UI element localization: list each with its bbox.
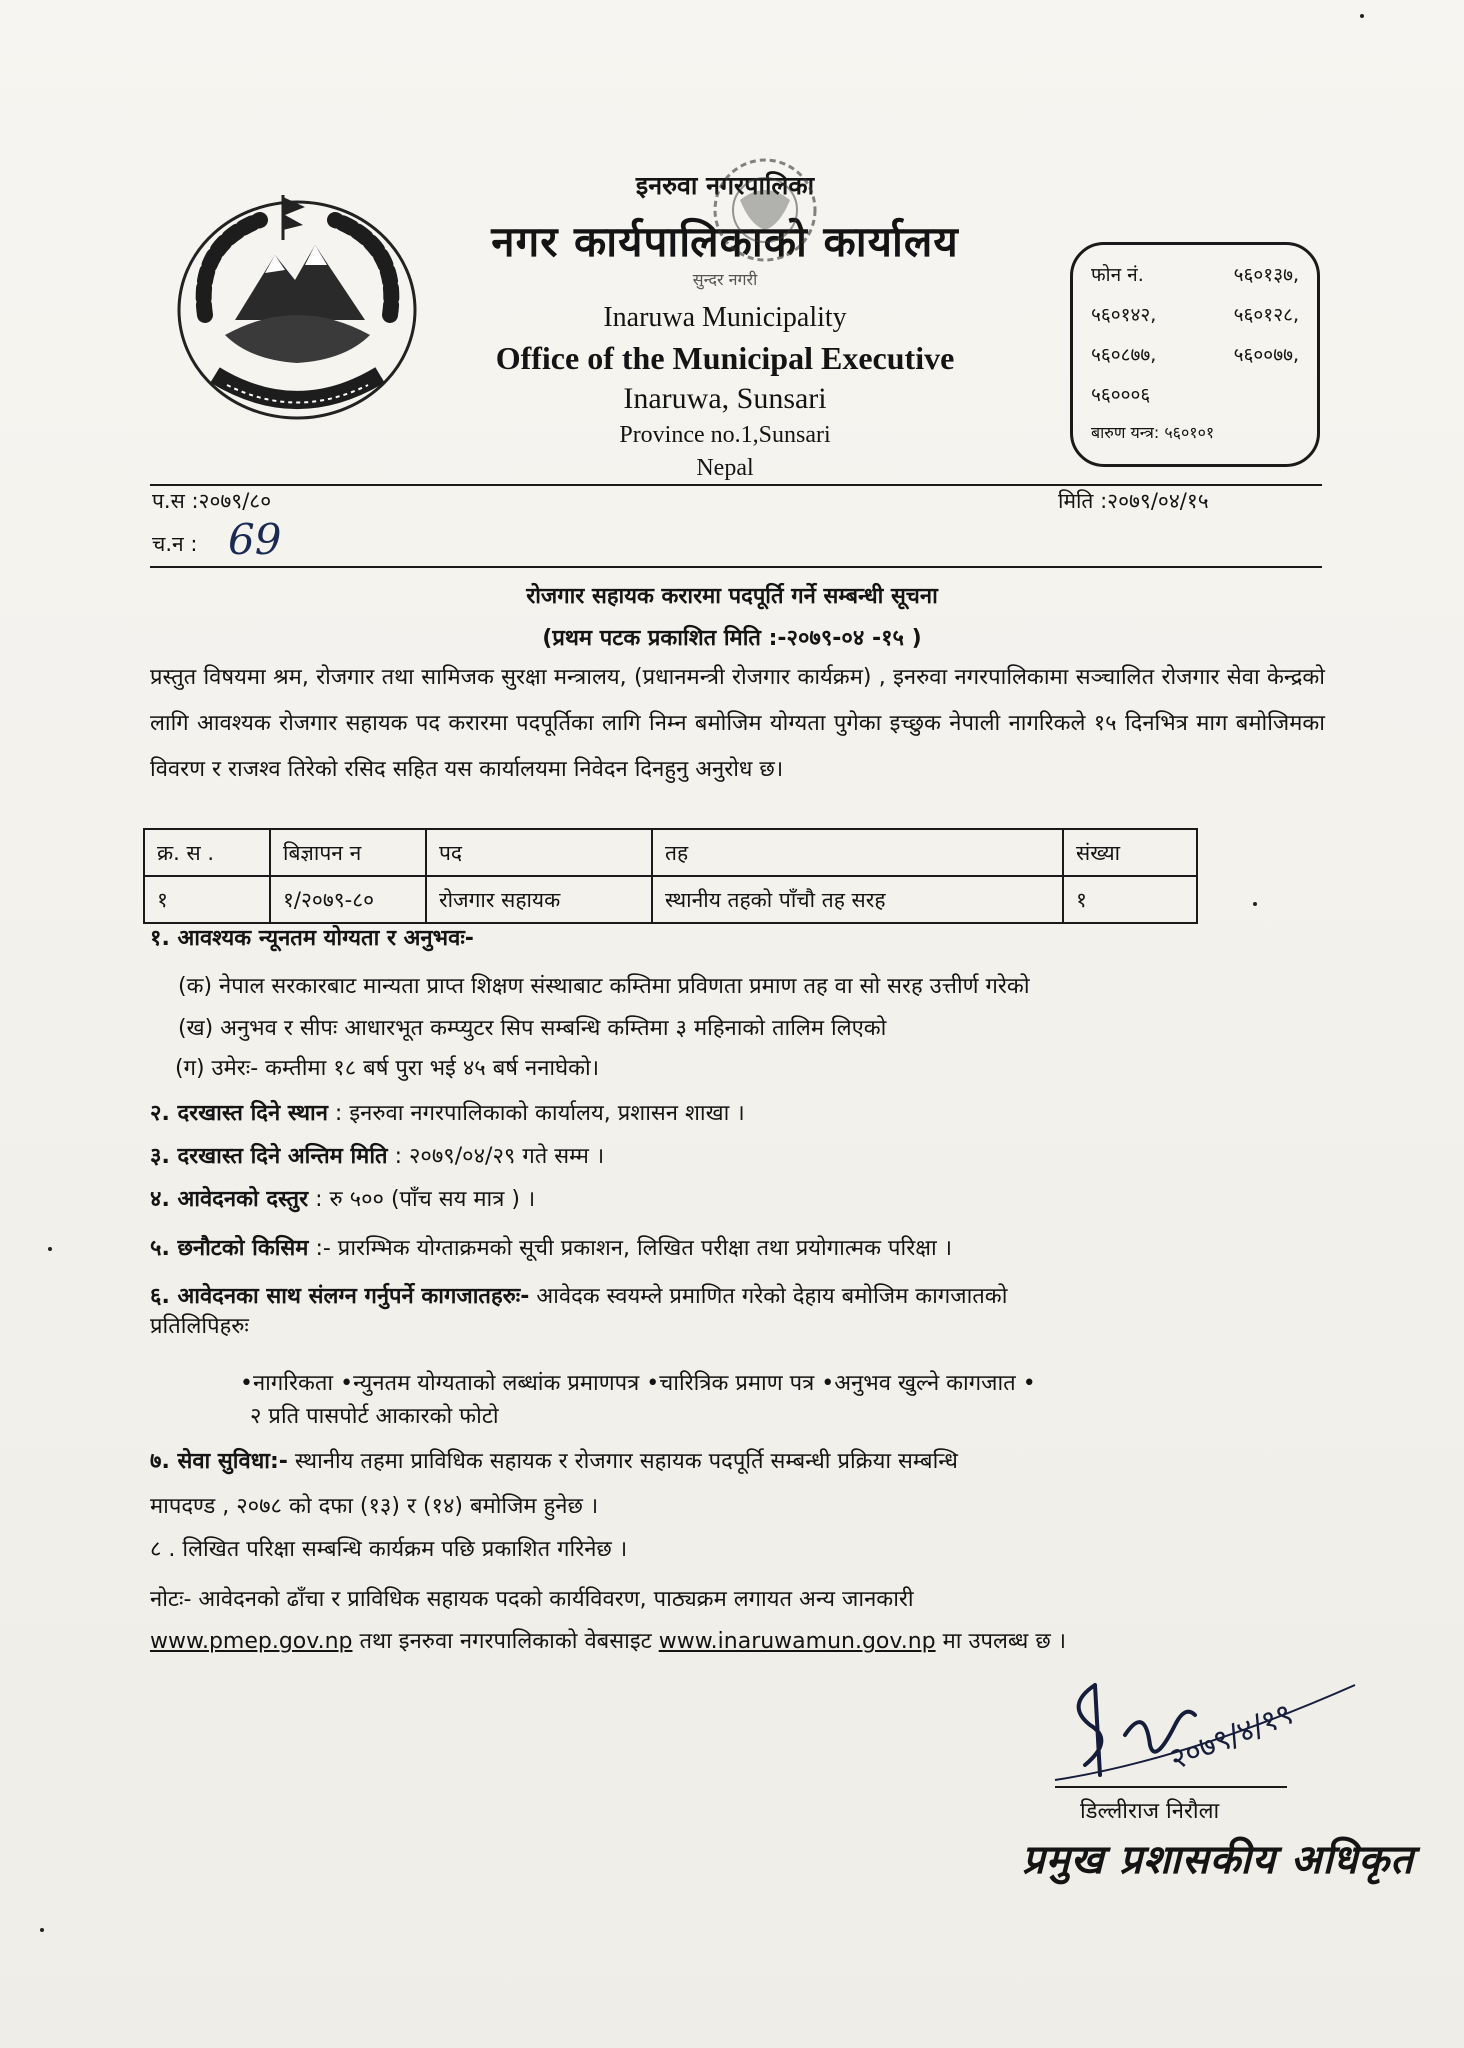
phone-number: ५६०००६	[1091, 384, 1151, 406]
phone-label: फोन नं.	[1091, 264, 1144, 286]
notice-subtitle: (प्रथम पटक प्रकाशित मिति :-२०७९-०४ -१५ )	[542, 626, 922, 651]
phone-number: ५६०१४२,	[1091, 304, 1157, 326]
section-6-text: आवेदक स्वयम्ले प्रमाणित गरेको देहाय बमोजिम कागजातको	[536, 1284, 1008, 1309]
vacancy-table	[143, 828, 1198, 924]
section-2	[150, 1097, 745, 1127]
table-cell: १/२०७९-८०	[270, 876, 426, 923]
section-4	[150, 1183, 535, 1213]
dispatch-number: 69	[228, 515, 282, 564]
fire-brigade-label: बारुण यन्त्र:	[1091, 423, 1160, 442]
scan-speck	[1360, 14, 1364, 18]
letter-date: मिति :२०७९/०४/१५	[1058, 489, 1209, 513]
section-3	[150, 1140, 604, 1170]
section-7-heading: ७. सेवा सुविधा:-	[150, 1449, 288, 1474]
country-name: Nepal	[696, 455, 754, 481]
table-header-row	[144, 829, 1197, 876]
signatory-designation: प्रमुख प्रशासकीय अधिकृत	[1022, 1837, 1414, 1883]
notice-title: रोजगार सहायक करारमा पदपूर्ति गर्ने सम्बन्धी सूचना	[526, 584, 938, 609]
section-4-heading: ४. आवेदनको दस्तुर	[150, 1187, 309, 1212]
section-6-heading: ६. आवेदनका साथ संलग्न गर्नुपर्ने कागजातहरुः-	[150, 1284, 530, 1309]
signatory-name: डिल्लीराज निरौला	[1080, 1799, 1220, 1824]
office-seal-icon	[670, 140, 870, 320]
section-3-text: : २०७९/०४/२९ गते सम्म ।	[394, 1144, 605, 1169]
section-6-text-2: प्रतिलिपिहरुः	[150, 1314, 249, 1339]
requirement-b: (ख) अनुभव र सीपः आधारभूत कम्प्युटर सिप सम्बन्धि कम्तिमा ३ महिनाको तालिम लिएको	[178, 1016, 887, 1041]
table-cell: १	[144, 876, 270, 923]
phone-number: ५६००७७,	[1233, 344, 1299, 366]
note-text: नोटः- आवेदनको ढाँचा र प्राविधिक सहायक पदको कार्यविवरण, पाठ्यक्रम लगायत अन्य जानकारी	[150, 1587, 914, 1612]
office-name-en: Office of the Municipal Executive	[495, 340, 955, 376]
reference-number: प.स :२०७९/८०	[152, 489, 272, 513]
table-cell: १	[1063, 876, 1197, 923]
section-5-text: :- प्रारम्भिक योग्ताक्रमको सूची प्रकाशन, लिखित परीक्षा तथा प्रयोगात्मक परिक्षा ।	[315, 1236, 953, 1261]
table-header: बिज्ञापन न	[270, 829, 426, 876]
header-rule-top	[150, 484, 1322, 486]
section-2-heading: २. दरखास्त दिने स्थान	[150, 1101, 328, 1126]
table-header: क्र. स .	[144, 829, 270, 876]
section-1-heading: १. आवश्यक न्यूनतम योग्यता र अनुभवः-	[150, 926, 474, 951]
handwritten-signature-icon	[1035, 1665, 1365, 1795]
section-6	[150, 1280, 1007, 1310]
svg-text:२०७९/४/१९: २०७९/४/१९	[1164, 1696, 1298, 1778]
table-row	[144, 876, 1197, 923]
motto-text: सुन्दर नगरी	[692, 270, 758, 289]
header-rule-bottom	[150, 566, 1322, 568]
table-header: तह	[652, 829, 1063, 876]
table-cell: स्थानीय तहको पाँचौ तह सरह	[652, 876, 1063, 923]
section-8: ८ . लिखित परिक्षा सम्बन्धि कार्यक्रम पछि प्रकाशित गरिनेछ ।	[150, 1537, 628, 1562]
section-3-heading: ३. दरखास्त दिने अन्तिम मिति	[150, 1144, 388, 1169]
municipality-name-np: इनरुवा नगरपालिका	[635, 171, 815, 200]
phone-numbers-box	[1070, 242, 1320, 467]
province-name: Province no.1,Sunsari	[619, 422, 831, 448]
table-header: पद	[426, 829, 652, 876]
office-name-np: नगर कार्यपालिकाको कार्यालय	[491, 217, 959, 266]
document-list-2: २ प्रति पासपोर्ट आकारको फोटो	[250, 1404, 499, 1429]
scan-speck	[48, 1247, 52, 1251]
pmep-link[interactable]: www.pmep.gov.np	[150, 1629, 353, 1654]
phone-number: ५६०८७७,	[1091, 344, 1157, 366]
phone-number: ५६०१२८,	[1233, 304, 1299, 326]
requirement-c: (ग) उमेरः- कम्तीमा १८ बर्ष पुरा भई ४५ बर्ष ननाघेको।	[175, 1056, 600, 1081]
section-4-text: : रु ५०० (पाँच सय मात्र ) ।	[315, 1187, 536, 1212]
section-7-text-2: मापदण्ड , २०७८ को दफा (१३) र (१४) बमोजिम हुनेछ ।	[150, 1494, 599, 1519]
phone-number: ५६०१३७,	[1233, 264, 1299, 286]
municipality-name-en: Inaruwa Municipality	[603, 302, 847, 333]
section-7-text: स्थानीय तहमा प्राविधिक सहायक र रोजगार सहायक पदपूर्ति सम्बन्धी प्रक्रिया सम्बन्धि	[294, 1449, 958, 1474]
table-cell: रोजगार सहायक	[426, 876, 652, 923]
signature-line	[1055, 1786, 1287, 1788]
note-end-text: मा उपलब्ध छ ।	[942, 1629, 1067, 1654]
nepal-emblem-icon	[165, 185, 430, 430]
note-links-line	[150, 1625, 1066, 1655]
fire-brigade-number: ५६०१०१	[1164, 423, 1215, 442]
note-mid-text: तथा इनरुवा नगरपालिकाको वेबसाइट	[359, 1629, 652, 1654]
city-name: Inaruwa, Sunsari	[623, 382, 827, 415]
dispatch-label: च.न :	[152, 532, 198, 556]
section-2-text: : इनरुवा नगरपालिकाको कार्यालय, प्रशासन शाखा ।	[334, 1101, 745, 1126]
requirement-a: (क) नेपाल सरकारबाट मान्यता प्राप्त शिक्षण संस्थाबाट कम्तिमा प्रविणता प्रमाण तह वा सो सरह उत्तीर्ण गरेको	[178, 974, 1030, 999]
inaruwamun-link[interactable]: www.inaruwamun.gov.np	[658, 1629, 936, 1654]
document-list-1: •नागरिकता •न्युनतम योग्यताको लब्धांक प्रमाणपत्र •चारित्रिक प्रमाण पत्र •अनुभव खुल्ने कागजात •	[240, 1371, 1036, 1396]
scan-speck	[40, 1928, 44, 1932]
table-header: संख्या	[1063, 829, 1197, 876]
scan-speck	[1253, 902, 1257, 906]
notice-intro: प्रस्तुत विषयमा श्रम, रोजगार तथा सामिजक सुरक्षा मन्त्रालय, (प्रधानमन्त्री रोजगार कार्यक्रम) , इनरुवा नगरपालिकामा सञ्चालित रोजगार सेवा केन्द्रको लागि आवश्यक रोजगार सहायक पद करारमा पदपूर्तिका लागि निम्न बमोजिम योग्यता पुगेका इच्छुक नेपाली नागरिकले १५ दिनभित्र माग बमोजिमका विवरण र राजश्व तिरेको रसिद सहित यस कार्यालयमा निवेदन दिनहुनु अनुरोध छ।	[150, 665, 1325, 782]
section-5	[150, 1232, 952, 1262]
section-5-heading: ५. छनौटको किसिम	[150, 1236, 309, 1261]
section-7	[150, 1445, 958, 1475]
